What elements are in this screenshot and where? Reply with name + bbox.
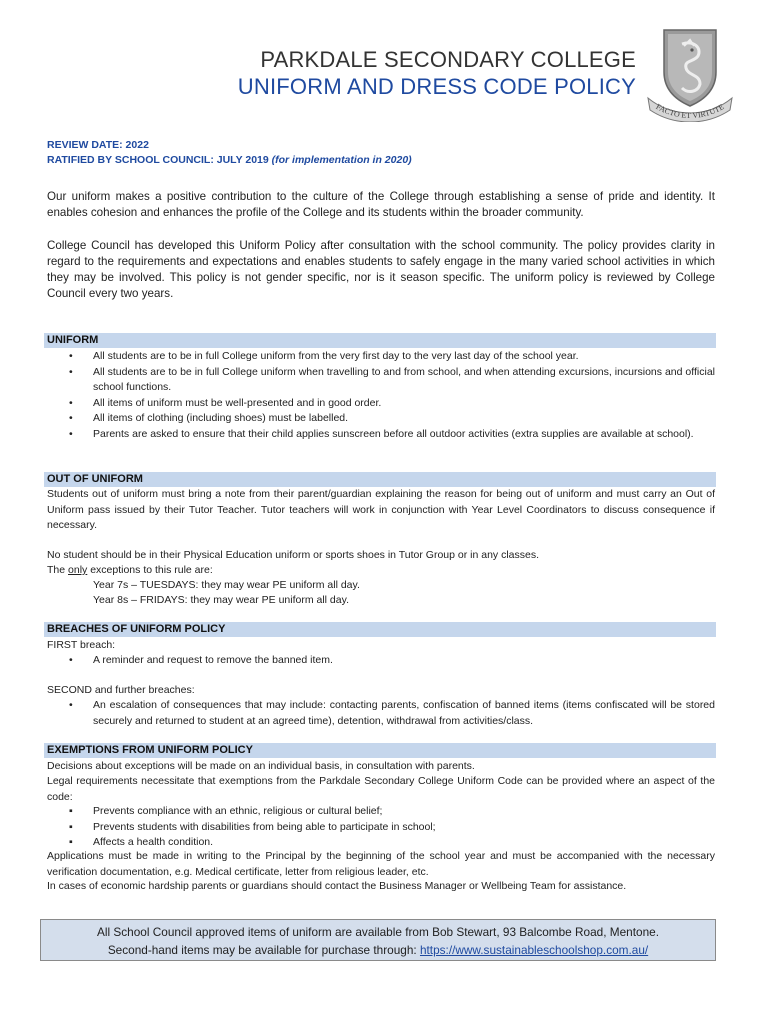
section-heading-breaches: BREACHES OF UNIFORM POLICY [44, 622, 716, 637]
list-item: • An escalation of consequences that may include: contacting parents, confiscation of banned items (items confiscated will be stored securely and returned to student at an agreed time), detention, withdrawal from activities/class. [69, 699, 715, 727]
policy-title: UNIFORM AND DRESS CODE POLICY [237, 74, 636, 99]
school-crest-icon [642, 26, 738, 122]
list-item: • All items of clothing (including shoes) must be labelled. [69, 412, 349, 424]
exemptions-line-4: In cases of economic hardship parents or guardians should contact the Business Manager or Wellbeing Team for assistance. [47, 880, 627, 892]
exceptions-intro: The only exceptions to this rule are: [47, 564, 213, 576]
exemptions-line-1: Decisions about exceptions will be made on an individual basis, in consultation with parents. [47, 760, 475, 772]
first-breach-list [47, 653, 715, 669]
out-of-uniform-paragraph: Students out of uniform must bring a note from their parent/guardian explaining the reason for being out of uniform and must carry an Out of Uniform pass issued by their Tutor Teacher. Tutor teachers will work in conjunction with Year Level Coordinators to discuss consequence if necessary. [47, 488, 715, 531]
list-item: • All students are to be in full College uniform from the very first day to the very last day of the school year. [69, 350, 579, 362]
exemptions-list [47, 804, 715, 851]
exception-year8: Year 8s – FRIDAYS: they may wear PE uniform all day. [93, 594, 349, 606]
section-heading-uniform: UNIFORM [44, 333, 716, 348]
crest-motto: FACTO ET VIRTUTE [654, 102, 726, 121]
exemptions-line-2: Legal requirements necessitate that exemptions from the Parkdale Secondary College Uniform Code can be provided where an aspect of the code: [47, 775, 715, 803]
supplier-line: All School Council approved items of uniform are available from Bob Stewart, 93 Balcombe Road, Mentone. [97, 925, 659, 939]
intro-paragraph-2: College Council has developed this Uniform Policy after consultation with the school community. The policy provides clarity in regard to the requirements and expectations and enables students to safely engage in the many varied school activities in which they may be involved. This policy is not gender specific, nor is it season specific. The uniform policy is reviewed by College Council every two years. [47, 239, 715, 300]
second-breach-list [47, 698, 715, 729]
section-heading-out-of-uniform: OUT OF UNIFORM [44, 472, 716, 487]
second-hand-line: Second-hand items may be available for purchase through: https://www.sustainableschoolshop.com.au/ [107, 943, 649, 957]
list-item: • A reminder and request to remove the banned item. [69, 654, 333, 666]
second-hand-shop-link[interactable]: https://www.sustainableschoolshop.com.au/ [419, 943, 649, 957]
list-item: ▪ Affects a health condition. [69, 836, 214, 848]
pe-uniform-rule: No student should be in their Physical Education uniform or sports shoes in Tutor Group or in any classes. [47, 549, 540, 561]
exception-year7: Year 7s – TUESDAYS: they may wear PE uniform all day. [93, 579, 360, 591]
ratified-note: (for implementation in 2020) [271, 154, 412, 166]
title-block [0, 46, 636, 101]
list-item: ▪ Prevents students with disabilities from being able to participate in school; [69, 820, 436, 833]
list-item: • All items of uniform must be well-presented and in good order. [69, 396, 382, 409]
ratified-line: RATIFIED BY SCHOOL COUNCIL: JULY 2019 (for implementation in 2020) [47, 154, 412, 166]
first-breach-label: FIRST breach: [47, 639, 116, 651]
second-breach-label: SECOND and further breaches: [47, 684, 195, 696]
review-date: REVIEW DATE: 2022 [47, 139, 149, 151]
exemptions-line-3: Applications must be made in writing to the Principal by the beginning of the school year and must be accompanied with the necessary verification documentation, e.g. Medical certificate, letter from religious leader, etc. [47, 850, 715, 878]
supplier-info-box [40, 919, 716, 961]
policy-meta [47, 138, 412, 168]
list-item: ▪ Prevents compliance with an ethnic, religious or cultural belief; [69, 805, 383, 817]
intro-paragraph-1: Our uniform makes a positive contribution to the culture of the College through establishing a sense of pride and identity. It enables cohesion and enhances the profile of the College and its students within the broader community. [47, 190, 715, 219]
uniform-list [47, 349, 715, 442]
section-heading-exemptions: EXEMPTIONS FROM UNIFORM POLICY [44, 743, 716, 758]
list-item: • All students are to be in full College uniform when travelling to and from school, and when attending excursions, incursions and official school functions. [69, 365, 715, 393]
school-name: PARKDALE SECONDARY COLLEGE [260, 47, 636, 72]
list-item: • Parents are asked to ensure that their child applies sunscreen before all outdoor activities (extra supplies are available at school). [69, 427, 694, 440]
